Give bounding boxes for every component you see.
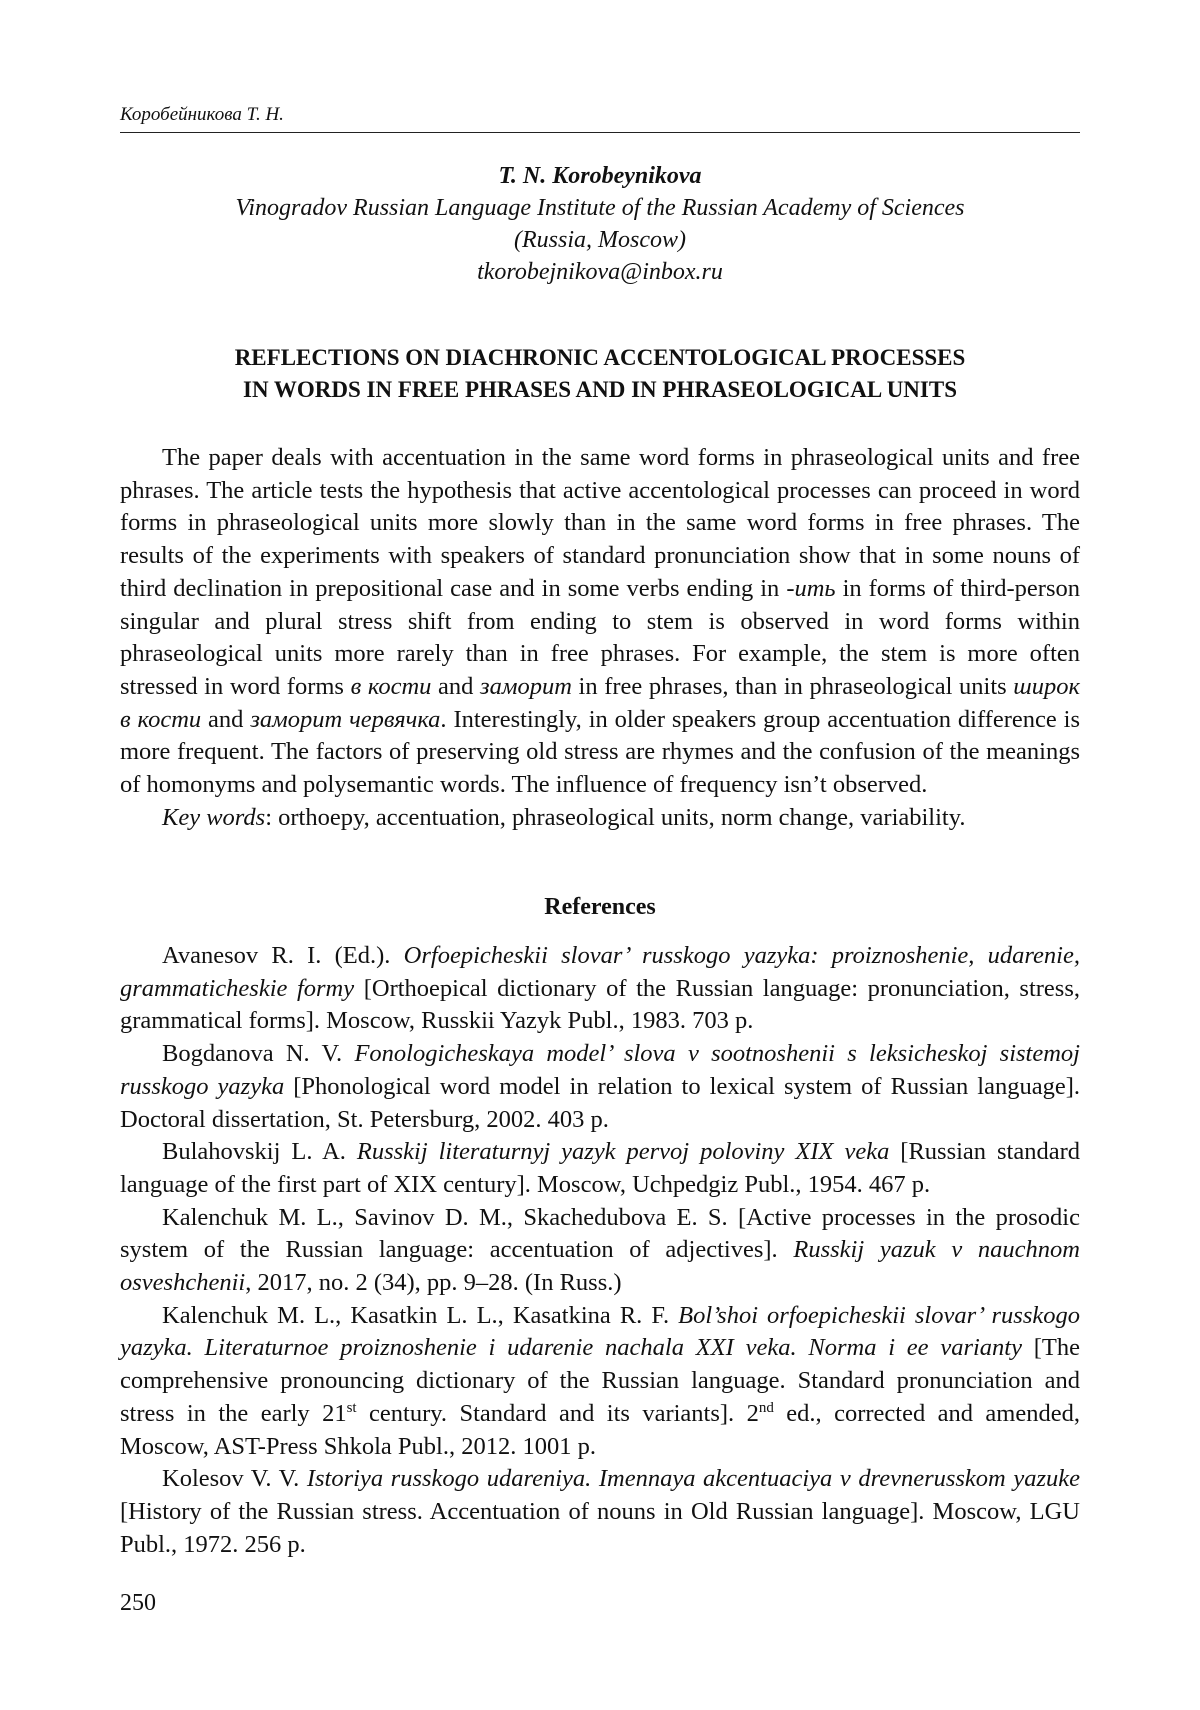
article-title [120, 342, 1080, 406]
header-rule [120, 132, 1080, 133]
superscript: st [346, 1399, 357, 1416]
abstract-text: in free phrases, than in phraseological units [571, 672, 1014, 700]
title-line-2: IN WORDS IN FREE PHRASES AND IN PHRASEOLOGICAL UNITS [243, 377, 957, 402]
reference-details: [Phonological word model in relation to lexical system of Russian language]. Doctoral dissertation, St. Petersburg, 2002. 403 p. [120, 1072, 1080, 1133]
abstract-text: . Interestingly, in older speakers group accentuation difference is more frequent. The factors of preserving old stress are rhymes and the confusion of the meanings of homonyms and polysemantic words. The influence of frequency isn’t observed. [120, 705, 1080, 799]
abstract-text: The paper deals with accentuation in the same word forms in phraseological units and free phrases. The article tests the hypothesis that active accentological processes can proceed in word forms in phraseological units more slowly than in the same word forms in free phrases. The results of the experiments with speakers of standard pronunciation show that in some nouns of third declination in prepositional case and in some verbs ending in [120, 444, 1080, 602]
reference-item [120, 1136, 1080, 1201]
keywords [120, 802, 1080, 835]
abstract-text: and [431, 672, 481, 700]
keywords-text: : orthoepy, accentuation, phraseological units, norm change, variability. [265, 803, 966, 831]
abstract-italic-term: -ить [786, 574, 836, 602]
author-email: tkorobejnikova@inbox.ru [477, 259, 723, 285]
reference-details: [History of the Russian stress. Accentuation of nouns in Old Russian language]. Moscow, LGU Publ., 1972. 256 p. [120, 1497, 1080, 1558]
reference-title: Russkij literaturnyj yazyk pervoj poloviny XIX veka [356, 1138, 890, 1166]
reference-details: ed., corrected and amended, Moscow, AST-Press Shkola Publ., 2012. 1001 p. [120, 1399, 1080, 1460]
abstract-italic-term: в кости [350, 672, 432, 700]
reference-details: [The comprehensive pronouncing dictionary of the Russian language. Standard pronunciation and stress in the early 21 [120, 1334, 1081, 1427]
running-head: Коробейникова Т. Н. [120, 104, 284, 125]
reference-item [120, 940, 1080, 1038]
abstract-text: in forms of third-person singular and plural stress shift from ending to stem is observed in word forms within phraseological units more rarely than in free phrases. For example, the stem is more often stressed in word forms [120, 574, 1080, 700]
reference-author: Bogdanova N. V. [162, 1040, 355, 1068]
superscript: nd [758, 1399, 774, 1416]
reference-title: Fonologicheskaya model’ slova v sootnoshenii s leksicheskoj sistemoj russkogo yazyka [120, 1040, 1080, 1100]
reference-item [120, 1463, 1080, 1561]
reference-details: century. Standard and its variants]. 2 [356, 1399, 759, 1427]
reference-title: Orfoepicheskii slovar’ russkogo yazyka: proiznoshenie, udarenie, grammaticheskie formy [120, 942, 1080, 1002]
page-number: 250 [120, 1590, 156, 1616]
abstract-paragraph [120, 442, 1080, 802]
abstract-italic-term: широк в кости [120, 672, 1080, 733]
abstract [120, 442, 1080, 834]
reference-author: Kalenchuk M. L., Savinov D. M., Skachedubova E. S. [Active processes in the prosodic system of the Russian language: accentuation of adjectives]. [120, 1203, 1080, 1264]
title-line-1: REFLECTIONS ON DIACHRONIC ACCENTOLOGICAL PROCESSES [234, 345, 966, 370]
reference-details: [Orthoepical dictionary of the Russian language: pronunciation, stress, grammatical forms]. Moscow, Russkii Yazyk Publ., 1983. 703 p. [120, 974, 1080, 1035]
reference-author: Kolesov V. V. [162, 1465, 307, 1493]
reference-item [120, 1300, 1080, 1464]
reference-title: Istoriya russkogo udareniya. Imennaya akcentuaciya v drevnerusskom yazuke [306, 1465, 1080, 1493]
abstract-italic-term: заморит [480, 672, 572, 700]
reference-item [120, 1038, 1080, 1136]
reference-author: Avanesov R. I. (Ed.). [162, 942, 404, 969]
author-affiliation: Vinogradov Russian Language Institute of the Russian Academy of Sciences [235, 195, 965, 221]
keywords-label: Key words [162, 803, 266, 831]
abstract-italic-term: заморит червячка [250, 705, 441, 733]
author-name: T. N. Korobeynikova [498, 163, 702, 189]
author-location: (Russia, Moscow) [514, 227, 686, 253]
reference-author: Bulahovskij L. A. [162, 1138, 357, 1166]
abstract-text: and [201, 705, 251, 733]
author-block [120, 160, 1080, 288]
reference-details: [Russian standard language of the first part of XIX century]. Moscow, Uchpedgiz Publ., 1954. 467 p. [120, 1138, 1080, 1198]
references-heading: References [544, 894, 656, 920]
reference-details: , 2017, no. 2 (34), pp. 9–28. (In Russ.) [245, 1269, 622, 1297]
references-list [120, 940, 1080, 1561]
reference-author: Kalenchuk M. L., Kasatkin L. L., Kasatkina R. F. [162, 1301, 679, 1329]
reference-item [120, 1202, 1080, 1300]
reference-title: Russkij yazuk v nauchnom osveshchenii [120, 1236, 1080, 1297]
reference-title: Bol’shoi orfoepicheskii slovar’ russkogo yazyka. Literaturnoe proiznoshenie i udarenie nachala XXI veka. Norma i ee varianty [120, 1301, 1080, 1362]
